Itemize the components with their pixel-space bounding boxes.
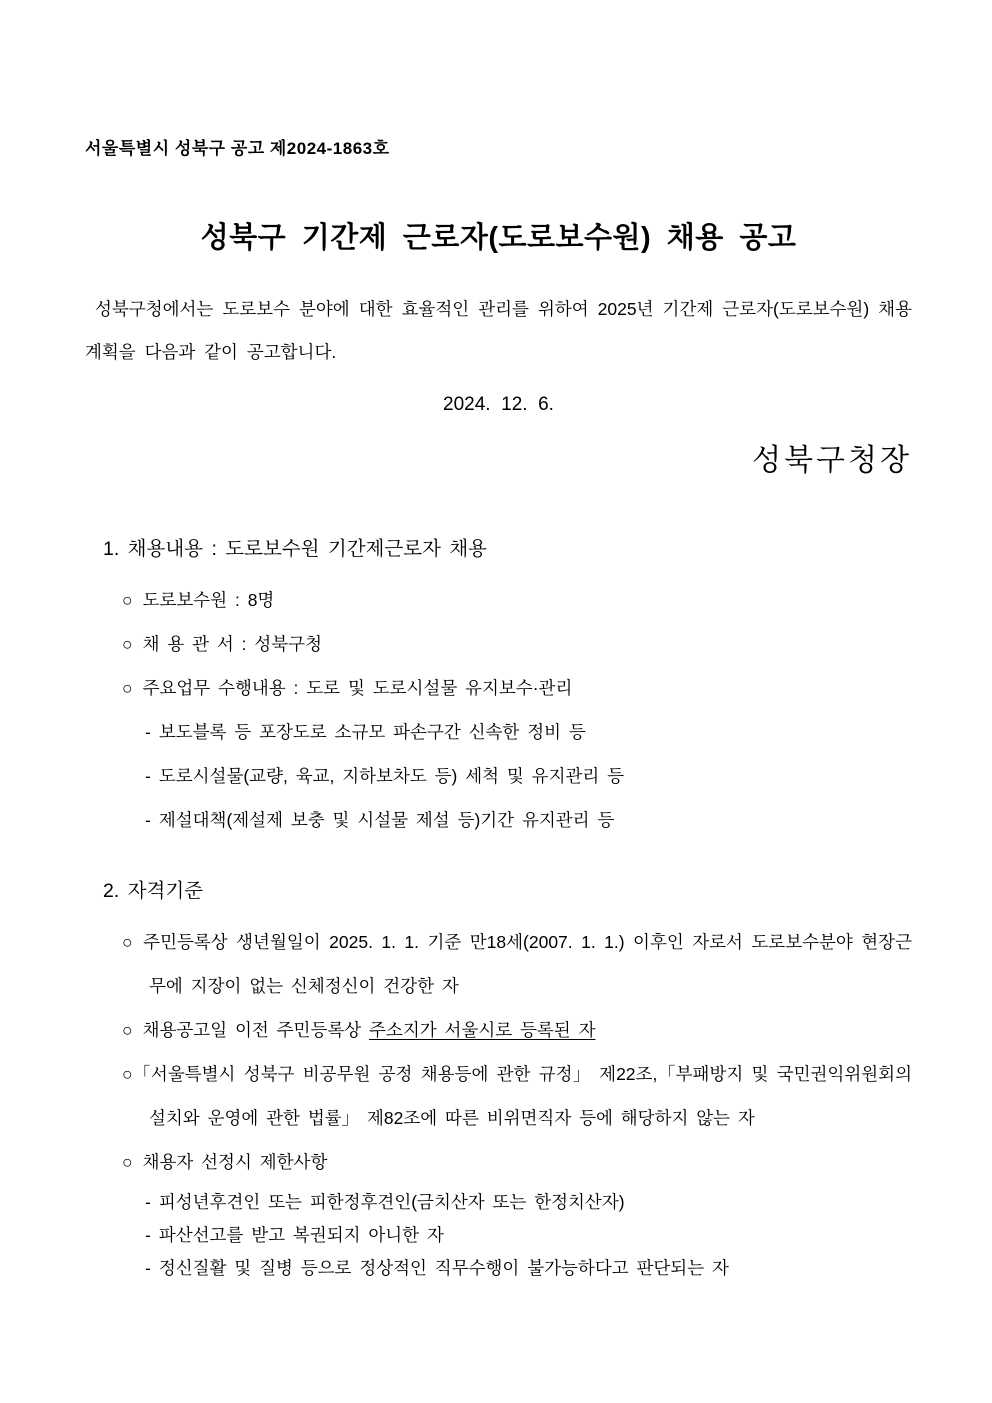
page-title: 성북구 기간제 근로자(도로보수원) 채용 공고 bbox=[200, 222, 797, 254]
underlined-text: 주소지가 서울시로 등록된 자 bbox=[369, 1020, 596, 1040]
sub-list-item bbox=[85, 1186, 912, 1219]
list-item bbox=[85, 1140, 912, 1184]
circle-bullet: ○ bbox=[122, 932, 134, 952]
list-item-text: 채용자 선정시 제한사항 bbox=[142, 1152, 328, 1172]
list-item bbox=[85, 622, 912, 666]
section-recruitment-details bbox=[85, 534, 912, 842]
section-heading: 1. 채용내용 : 도로보수원 기간제근로자 채용 bbox=[103, 538, 487, 560]
list-item bbox=[85, 1008, 912, 1052]
circle-bullet: ○ bbox=[122, 1152, 133, 1172]
list-item bbox=[85, 1052, 912, 1140]
sub-list-item-text: 파산선고를 받고 복권되지 아니한 자 bbox=[158, 1225, 444, 1245]
dash-bullet: - bbox=[145, 1192, 151, 1212]
notice-number: 서울특별시 성북구 공고 제2024-1863호 bbox=[85, 139, 390, 158]
sub-list-item bbox=[85, 1219, 912, 1252]
list-item-text: 주요업무 수행내용 : 도로 및 도로시설물 유지보수·관리 bbox=[142, 678, 573, 698]
circle-bullet: ○ bbox=[122, 1020, 133, 1040]
announcement-date: 2024. 12. 6. bbox=[443, 394, 554, 415]
list-item bbox=[85, 920, 912, 1008]
list-item-text: 채용공고일 이전 주민등록상 bbox=[142, 1020, 370, 1040]
dash-bullet: - bbox=[145, 1225, 151, 1245]
circle-bullet: ○ bbox=[122, 678, 133, 698]
dash-bullet: - bbox=[145, 722, 151, 742]
sub-list bbox=[85, 1186, 912, 1285]
sub-list-item bbox=[85, 754, 912, 798]
list-item-text: 「서울특별시 성북구 비공무원 공정 채용등에 관한 규정」 제22조,「부패방지 및 국민권익위원회의 설치와 운영에 관한 법률」 제82조에 따른 비위면직자 등에 해당하지 않는 자 bbox=[133, 1064, 912, 1128]
circle-bullet: ○ bbox=[122, 1064, 133, 1084]
circle-bullet: ○ bbox=[122, 634, 133, 654]
list-item bbox=[85, 666, 912, 710]
sub-list-item-text: 보도블록 등 포장도로 소규모 파손구간 신속한 정비 등 bbox=[158, 722, 586, 742]
issuer-signature: 성북구청장 bbox=[752, 444, 912, 477]
sub-list-item-text: 도로시설물(교량, 육교, 지하보차도 등) 세척 및 유지관리 등 bbox=[158, 766, 625, 786]
sub-list-item bbox=[85, 710, 912, 754]
dash-bullet: - bbox=[145, 766, 151, 786]
section-heading: 2. 자격기준 bbox=[103, 880, 204, 902]
sub-list-item bbox=[85, 798, 912, 842]
list-item-text: 채 용 관 서 : 성북구청 bbox=[142, 634, 322, 654]
sub-list-item bbox=[85, 1252, 912, 1285]
circle-bullet: ○ bbox=[122, 590, 133, 610]
section-qualifications bbox=[85, 876, 912, 1285]
dash-bullet: - bbox=[145, 810, 151, 830]
sub-list-item-text: 정신질활 및 질병 등으로 정상적인 직무수행이 불가능하다고 판단되는 자 bbox=[158, 1258, 729, 1278]
sub-list-item-text: 피성년후견인 또는 피한정후견인(금치산자 또는 한정치산자) bbox=[158, 1192, 625, 1212]
sub-list-item-text: 제설대책(제설제 보충 및 시설물 제설 등)기간 유지관리 등 bbox=[158, 810, 615, 830]
list-item-text: 주민등록상 생년월일이 2025. 1. 1. 기준 만18세(2007. 1. 1.) 이후인 자로서 도로보수분야 현장근무에 지장이 없는 신체정신이 건강한 자 bbox=[143, 932, 912, 996]
dash-bullet: - bbox=[145, 1258, 151, 1278]
list-item bbox=[85, 578, 912, 622]
intro-paragraph: 성북구청에서는 도로보수 분야에 대한 효율적인 관리를 위하여 2025년 기간제 근로자(도로보수원) 채용 계획을 다음과 같이 공고합니다. bbox=[85, 299, 912, 362]
sub-list bbox=[85, 710, 912, 842]
list-item-text: 도로보수원 : 8명 bbox=[142, 590, 275, 610]
